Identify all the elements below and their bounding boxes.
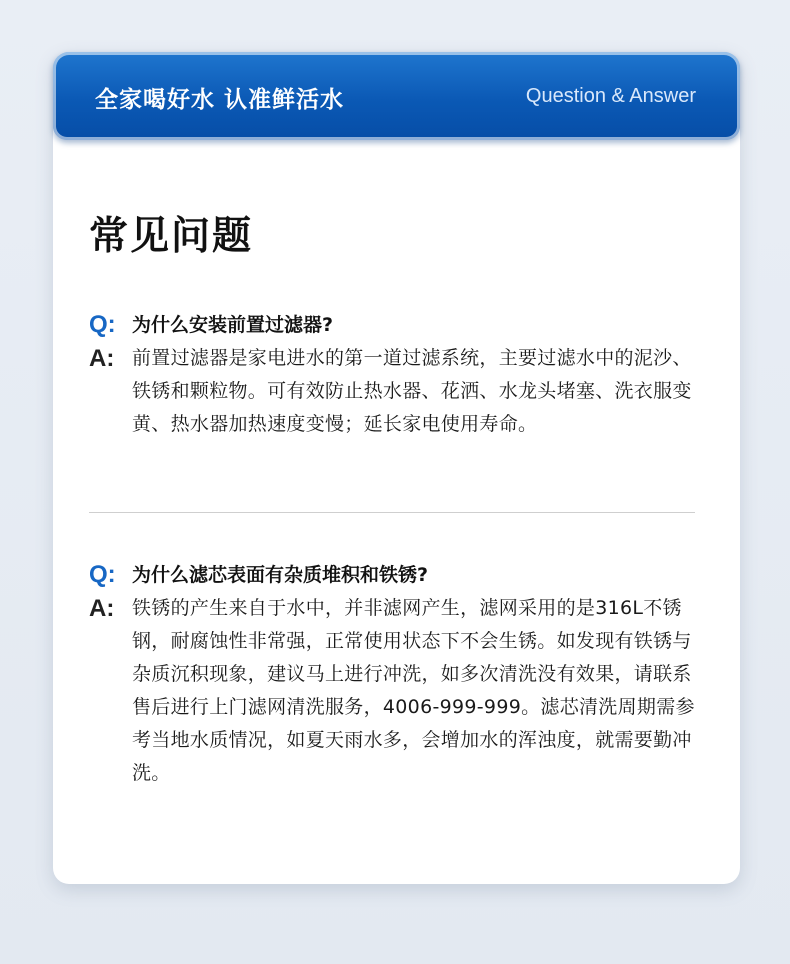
question-row	[89, 560, 709, 590]
answer-text: 铁锈的产生来自于水中，并非滤网产生，滤网采用的是316L不锈钢，耐腐蚀性非常强，正常使用状态下不会生锈。如发现有铁锈与杂质沉积现象，建议马上进行冲洗，如多次清洗没有效果，请联系售后进行上门滤网清洗服务，4006-999-999。滤芯清洗周期需参考当地水质情况，如夏天雨水多，会增加水的浑浊度，就需要勤冲洗。	[132, 597, 695, 784]
header-banner	[53, 52, 740, 140]
qa-item	[89, 310, 709, 441]
divider	[89, 512, 695, 513]
brand-slogan: 全家喝好水 认准鲜活水	[95, 87, 345, 113]
question-text: 为什么安装前置过滤器?	[132, 314, 334, 336]
a-label: A:	[89, 595, 115, 622]
question-row	[89, 310, 709, 340]
qa-item	[89, 560, 709, 790]
answer-row	[89, 342, 709, 441]
q-label: Q:	[89, 561, 116, 588]
q-label: Q:	[89, 311, 116, 338]
page-title: 常见问题	[89, 214, 254, 259]
answer-text: 前置过滤器是家电进水的第一道过滤系统，主要过滤水中的泥沙、铁锈和颗粒物。可有效防止热水器、花洒、水龙头堵塞、洗衣服变黄、热水器加热速度变慢；延长家电使用寿命。	[132, 347, 692, 435]
question-text: 为什么滤芯表面有杂质堆积和铁锈?	[132, 564, 429, 586]
answer-row	[89, 592, 709, 790]
a-label: A:	[89, 345, 115, 372]
faq-card	[53, 52, 740, 884]
header-subtitle: Question & Answer	[525, 85, 696, 107]
